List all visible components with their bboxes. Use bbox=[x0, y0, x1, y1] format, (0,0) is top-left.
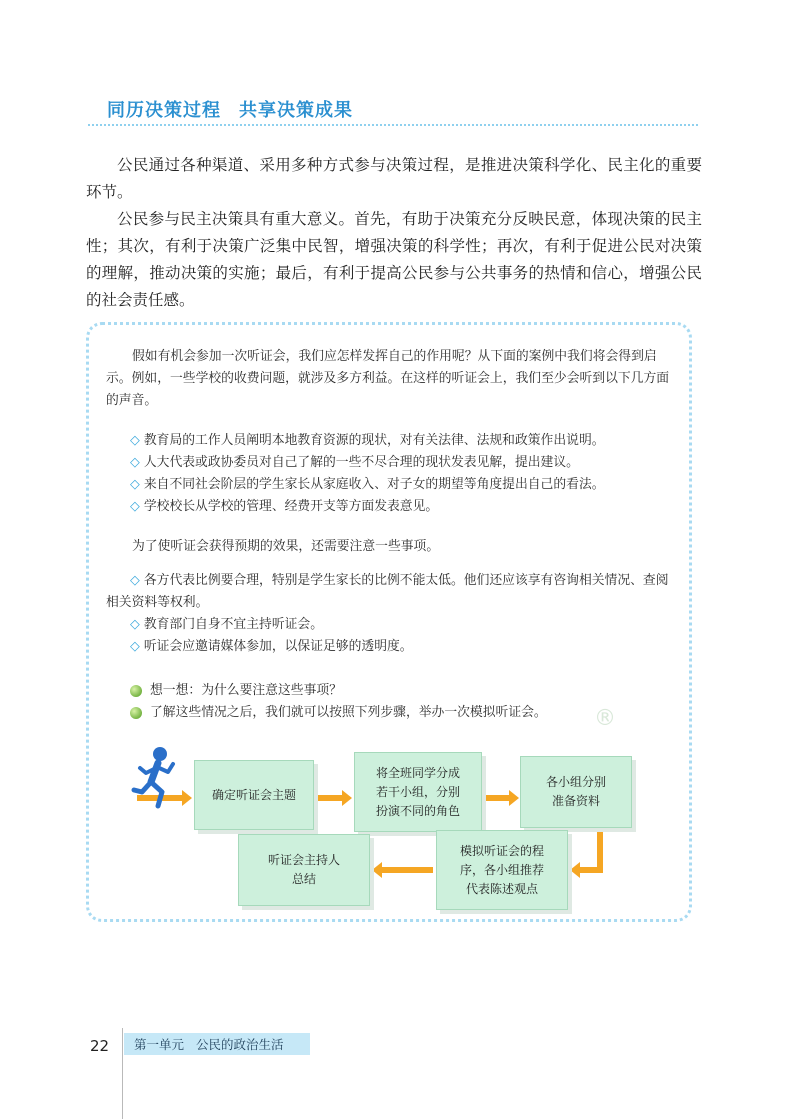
question-item: 了解这些情况之后，我们就可以按照下列步骤，举办一次模拟听证会。 bbox=[130, 702, 676, 724]
question-item: 想一想：为什么要注意这些事项？ bbox=[130, 680, 676, 702]
notice-intro: 为了使听证会获得预期的效果，还需要注意一些事项。 bbox=[132, 539, 440, 554]
flow-step-3: 各小组分别 准备资料 bbox=[520, 756, 632, 828]
diamond-bullet-icon: ◇ bbox=[130, 477, 140, 492]
arrowhead-icon bbox=[182, 790, 192, 806]
voice-item: ◇ 来自不同社会阶层的学生家长从家庭收入、对子女的期望等角度提出自己的看法。 bbox=[130, 477, 605, 492]
diamond-bullet-icon: ◇ bbox=[130, 639, 140, 654]
diamond-bullet-icon: ◇ bbox=[130, 617, 140, 632]
arrowhead-icon bbox=[509, 790, 519, 806]
notice-item: ◇ 各方代表比例要合理，特别是学生家长的比例不能太低。他们还应该享有咨询相关情况、查阅相关资料等权利。 bbox=[106, 573, 669, 610]
chapter-label: 公民的政治生活 bbox=[196, 1037, 284, 1052]
registered-watermark: ® bbox=[594, 706, 616, 731]
voice-item: ◇ 人大代表或政协委员对自己了解的一些不尽合理的现状发表见解，提出建议。 bbox=[130, 455, 579, 470]
body-paragraph-1: 公民通过各种渠道、采用多种方式参与决策过程，是推进决策科学化、民主化的重要环节。 bbox=[86, 156, 702, 201]
page-number: 22 bbox=[90, 1037, 110, 1055]
arrowhead-icon bbox=[570, 862, 580, 878]
notice-item: ◇ 教育部门自身不宜主持听证会。 bbox=[130, 617, 323, 632]
notice-item: ◇ 听证会应邀请媒体参加，以保证足够的透明度。 bbox=[130, 639, 413, 654]
flow-step-5: 听证会主持人 总结 bbox=[238, 834, 370, 906]
section-title-part2: 共享决策成果 bbox=[239, 100, 353, 121]
body-paragraph-2: 公民参与民主决策具有重大意义。首先，有助于决策充分反映民意，体现决策的民主性；其次，有利于决策广泛集中民智，增强决策的科学性；再次，有利于促进公民对决策的理解，推动决策的实施；最后，有利于提高公民参与公共事务的热情和信心，增强公民的社会责任感。 bbox=[86, 210, 702, 309]
chapter-tab bbox=[124, 1033, 310, 1055]
section-title-part1: 同历决策过程 bbox=[107, 100, 221, 121]
diamond-bullet-icon: ◇ bbox=[130, 433, 140, 448]
diamond-bullet-icon: ◇ bbox=[130, 455, 140, 470]
diamond-bullet-icon: ◇ bbox=[130, 499, 140, 514]
flow-step-4: 模拟听证会的程 序，各小组推荐 代表陈述观点 bbox=[436, 830, 568, 910]
voice-item: ◇ 学校校长从学校的管理、经费开支等方面发表意见。 bbox=[130, 499, 439, 514]
footer-vertical-rule bbox=[122, 1028, 123, 1119]
voice-item: ◇ 教育局的工作人员阐明本地教育资源的现状，对有关法律、法规和政策作出说明。 bbox=[130, 433, 605, 448]
activity-intro: 假如有机会参加一次听证会，我们应怎样发挥自己的作用呢？从下面的案例中我们将会得到启示。例如，一些学校的收费问题，就涉及多方利益。在这样的听证会上，我们至少会听到以下几方面的声音。 bbox=[106, 349, 670, 408]
diamond-bullet-icon: ◇ bbox=[130, 573, 140, 588]
unit-label: 第一单元 bbox=[134, 1037, 185, 1052]
arrowhead-icon bbox=[342, 790, 352, 806]
arrowhead-icon bbox=[372, 862, 382, 878]
flow-step-2: 将全班同学分成 若干小组，分别 扮演不同的角色 bbox=[354, 752, 482, 832]
flow-step-1: 确定听证会主题 bbox=[194, 760, 314, 830]
